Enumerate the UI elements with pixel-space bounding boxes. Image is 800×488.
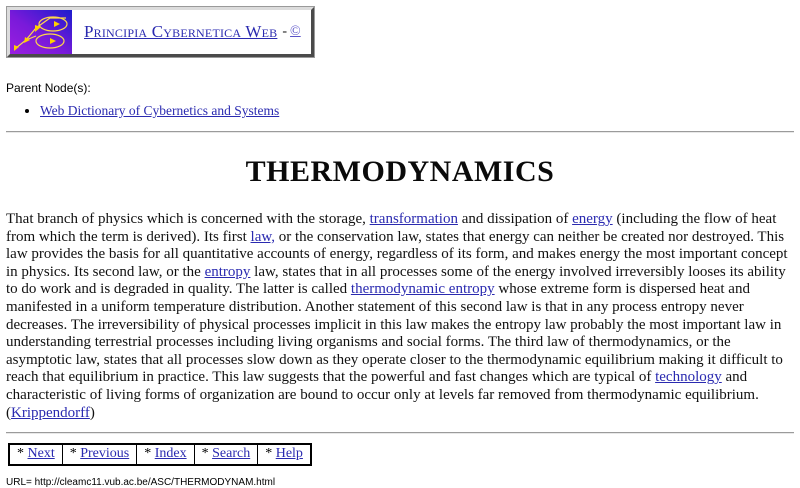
footer-url: URL= http://cleamc11.vub.ac.be/ASC/THERMODYNAM.html	[6, 477, 276, 488]
body-text-run: )	[89, 404, 95, 421]
nav-link-index[interactable]: Index	[154, 446, 187, 462]
nav-link-help[interactable]: Help	[275, 446, 303, 462]
parent-nodes-list	[0, 103, 800, 119]
site-title-link[interactable]: Principia Cybernetica Web	[84, 22, 278, 41]
nav-link-search[interactable]: Search	[212, 446, 251, 462]
nav-cell-help[interactable]	[258, 444, 311, 465]
body-text-run: whose extreme form is dispersed heat and manifested in a uniform temperature distribution. Another statement of this second law is that in any process entropy never decreases. The irreversibility of physical processes implicit in this law makes the entropy law probably the most important law in understanding terrestrial processes including living organisms and social forms. The third law of thermodynamics, or the asymptotic law, states that all processes slow down as they operate closer to the thermodynamic equilibrium making it difficult to reach that equilibrium in practice. This law suggests that the powerful and fast changes which are typical of	[6, 281, 783, 386]
inline-link[interactable]: law,	[250, 228, 275, 245]
page-title: THERMODYNAMICS	[245, 155, 555, 188]
body-text-run: law, states that in all processes some of the energy involved irreversibly looses its ability to do work and is degraded in quality. The latter is called	[6, 263, 786, 298]
body-text-run: That branch of physics which is concerned with the storage,	[6, 211, 370, 227]
parent-nodes-label: Parent Node(s):	[6, 81, 91, 95]
inline-link[interactable]: Krippendorff	[11, 404, 90, 421]
body-text-run: (including the flow of heat from which the term is derived). Its first	[6, 211, 777, 245]
definition-paragraph	[6, 211, 794, 422]
site-header-banner[interactable]	[7, 7, 314, 57]
inline-link[interactable]: entropy	[204, 263, 251, 280]
nav-link-previous[interactable]: Previous	[80, 446, 130, 462]
pcw-network-loops-logo-icon	[10, 10, 72, 54]
parent-node-link[interactable]: Web Dictionary of Cybernetics and Systems	[40, 103, 280, 118]
divider-bottom	[6, 432, 794, 434]
header-banner-wrapper	[0, 0, 800, 59]
body-text-run: and dissipation of	[457, 211, 573, 227]
nav-cell-previous[interactable]	[62, 444, 137, 465]
navigation-bar	[8, 443, 312, 466]
nav-cell-search[interactable]	[194, 444, 258, 465]
inline-link[interactable]: technology	[655, 369, 722, 386]
bullet-star-icon: *	[144, 446, 155, 462]
inline-link[interactable]: transformation	[369, 211, 458, 227]
nav-link-next[interactable]: Next	[27, 446, 55, 462]
banner-title-area	[72, 10, 311, 54]
nav-cell-index[interactable]	[137, 444, 194, 465]
copyright-link[interactable]: ©	[290, 24, 301, 39]
inline-link[interactable]: energy	[572, 211, 613, 227]
body-text-run: and characteristic of living forms of organization are bound to occur only at levels far removed from thermodynamic equilibrium. (	[6, 369, 759, 421]
bullet-star-icon: *	[265, 446, 276, 462]
nav-cell-next[interactable]	[9, 444, 62, 465]
inline-link[interactable]: thermodynamic entropy	[350, 281, 495, 298]
table-row	[9, 444, 311, 465]
list-item	[40, 103, 800, 119]
title-separator: -	[282, 24, 288, 39]
divider-top	[6, 131, 794, 133]
body-text-run: or the conservation law, states that energy can neither be created nor destroyed. This law provides the basis for all quantitative accounts of energy, regardless of its form, and makes energy the most important concept in physics. Its second law, or the	[6, 228, 788, 280]
bullet-star-icon: *	[17, 446, 28, 462]
bullet-star-icon: *	[69, 446, 81, 462]
bullet-star-icon: *	[201, 446, 213, 462]
